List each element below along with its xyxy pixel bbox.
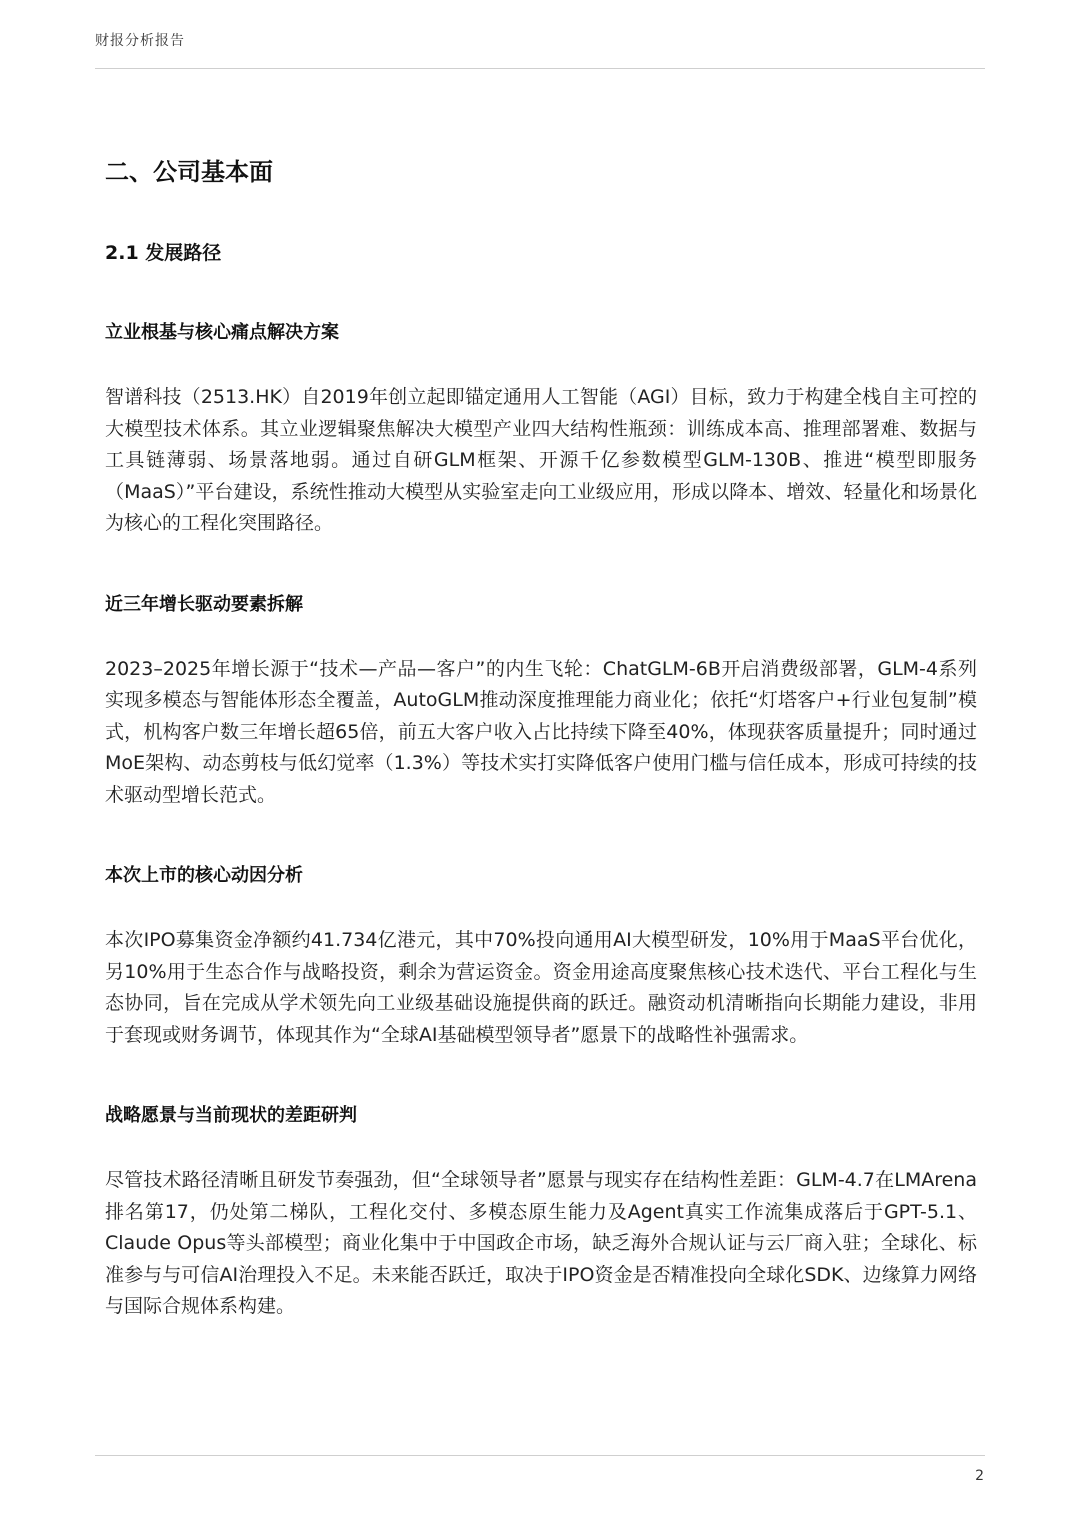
content-block-growth-drivers: [105, 590, 977, 812]
header-divider: [95, 68, 985, 69]
block-heading: 本次上市的核心动因分析: [105, 865, 303, 886]
footer-divider: [95, 1455, 985, 1456]
block-heading: 立业根基与核心痛点解决方案: [105, 322, 339, 343]
block-paragraph: 尽管技术路径清晰且研发节奏强劲，但“全球领导者”愿景与现实存在结构性差距：GLM-4.7在LMArena排名第17，仍处第二梯队，工程化交付、多模态原生能力及Agent真实工作流集成落后于GPT-5.1、Claude Opus等头部模型；商业化集中于中国政企市场，缺乏海外合规认证与云厂商入驻；全球化、标准参与与可信AI治理投入不足。未来能否跃迁，取决于IPO资金是否精准投向全球化SDK、边缘算力网络与国际合规体系构建。: [105, 1169, 977, 1317]
content-block-vision-gap: [105, 1101, 977, 1323]
content-block-foundation: [105, 318, 977, 540]
block-paragraph: 智谱科技（2513.HK）自2019年创立起即锚定通用人工智能（AGI）目标，致力于构建全栈自主可控的大模型技术体系。其立业逻辑聚焦解决大模型产业四大结构性瓶颈：训练成本高、推理部署难、数据与工具链薄弱、场景落地弱。通过自研GLM框架、开源千亿参数模型GLM-130B、推进“模型即服务（MaaS）”平台建设，系统性推动大模型从实验室走向工业级应用，形成以降本、增效、轻量化和场景化为核心的工程化突围路径。: [105, 386, 977, 534]
page-content: [105, 152, 977, 1323]
block-paragraph: 2023–2025年增长源于“技术—产品—客户”的内生飞轮：ChatGLM-6B开启消费级部署，GLM-4系列实现多模态与智能体形态全覆盖，AutoGLM推动深度推理能力商业化；依托“灯塔客户+行业包复制”模式，机构客户数三年增长超65倍，前五大客户收入占比持续下降至40%，体现获客质量提升；同时通过MoE架构、动态剪枝与低幻觉率（1.3%）等技术实打实降低客户使用门槛与信任成本，形成可持续的技术驱动型增长范式。: [105, 657, 977, 806]
block-heading: 近三年增长驱动要素拆解: [105, 593, 303, 615]
content-block-ipo-motives: [105, 861, 977, 1051]
section-title: 二、公司基本面: [105, 158, 273, 186]
block-heading: 战略愿景与当前现状的差距研判: [105, 1105, 357, 1126]
document-header-title: 财报分析报告: [95, 33, 185, 49]
subsection-title: 2.1 发展路径: [105, 242, 222, 264]
page-number: 2: [975, 1468, 984, 1484]
block-paragraph: 本次IPO募集资金净额约41.734亿港元，其中70%投向通用AI大模型研发，10%用于MaaS平台优化，另10%用于生态合作与战略投资，剩余为营运资金。资金用途高度聚焦核心技术迭代、平台工程化与生态协同，旨在完成从学术领先向工业级基础设施提供商的跃迁。融资动机清晰指向长期能力建设，非用于套现或财务调节，体现其作为“全球AI基础模型领导者”愿景下的战略性补强需求。: [105, 929, 977, 1046]
